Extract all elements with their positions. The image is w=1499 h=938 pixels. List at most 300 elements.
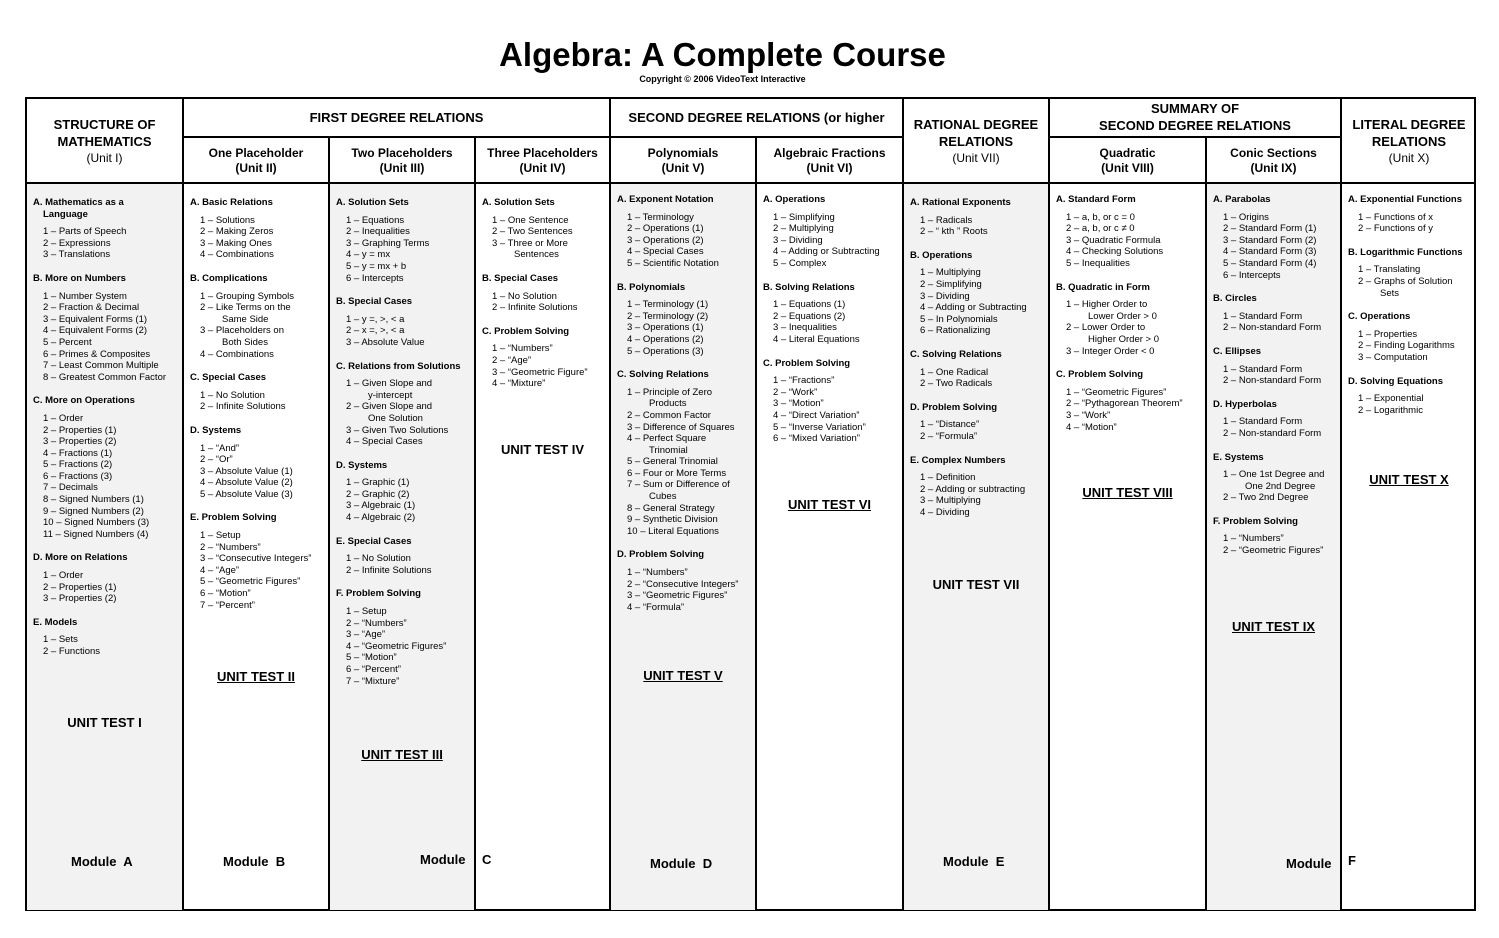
section-heading: E. Special Cases [336, 535, 412, 547]
section-items [763, 375, 900, 445]
list-item: Products [649, 398, 687, 410]
list-item: 2 – Operations (1) [627, 223, 704, 235]
list-item: 3 – Three or More [492, 237, 568, 249]
list-item: 2 – Multiplying [773, 223, 834, 235]
header-second-degree: SECOND DEGREE RELATIONS (or higher [628, 110, 885, 125]
list-item: 1 – Standard Form [1223, 416, 1303, 428]
list-item: 1 – “Fractions” [773, 375, 835, 387]
column-unit-2 [190, 197, 326, 611]
section-items [482, 215, 607, 261]
section-heading: B. Polynomials [617, 281, 686, 293]
section-heading: E. Problem Solving [190, 512, 277, 524]
list-item: 1 – No Solution [346, 553, 411, 565]
subheader-algebraic-fractions: Algebraic Fractions (Unit VI) [773, 146, 886, 175]
list-item: 1 – Parts of Speech [43, 226, 127, 238]
list-item: 1 – Given Slope and [346, 378, 433, 390]
divider [1205, 137, 1207, 911]
list-item: 4 – “Geometric Figures” [346, 640, 447, 652]
list-item: 1 – “Numbers” [627, 567, 688, 579]
section-items [336, 314, 472, 349]
list-item: 5 – Fractions (2) [43, 459, 113, 471]
list-item: 1 – a, b, or c = 0 [1066, 211, 1135, 223]
section-heading: D. Problem Solving [910, 401, 998, 413]
section-heading: C. Solving Relations [910, 348, 1002, 360]
subheader-quadratic: Quadratic (Unit VIII) [1099, 146, 1156, 175]
list-item: 2 – a, b, or c ≠ 0 [1066, 223, 1135, 235]
list-item: 5 – In Polynomials [920, 313, 998, 325]
divider [474, 137, 476, 911]
unit-test-3: UNIT TEST III [361, 747, 443, 762]
section-heading: F. Problem Solving [336, 588, 421, 600]
divider [1048, 97, 1050, 911]
list-item: 3 – Translations [43, 249, 111, 261]
section-heading: A. Solution Sets [482, 197, 555, 208]
list-item: 1 – Equations [346, 214, 405, 226]
list-item: 3 – “Consecutive Integers” [200, 553, 312, 565]
list-item: 2 – Functions of y [1358, 223, 1433, 235]
list-item: 1 – Multiplying [920, 267, 981, 279]
list-item: 5 – “Inverse Variation” [773, 421, 866, 433]
section-items [617, 212, 753, 270]
section-heading: F. Problem Solving [1213, 515, 1298, 527]
list-item: 3 – Integer Order < 0 [1066, 345, 1155, 357]
section-items [1213, 311, 1338, 334]
column-unit-1 [33, 197, 179, 658]
section-heading: E. Complex Numbers [910, 454, 1006, 466]
section-heading: B. Complications [190, 272, 268, 284]
list-item: 2 – Two Radicals [920, 378, 993, 390]
list-item: y-intercept [368, 389, 413, 401]
list-item: 2 – Common Factor [627, 409, 711, 421]
section-heading: C. More on Operations [33, 395, 135, 407]
list-item: 3 – Quadratic Formula [1066, 234, 1161, 246]
list-item: 2 – Equations (2) [773, 310, 846, 322]
section-items [1348, 329, 1474, 364]
list-item: 1 – Terminology (1) [627, 299, 709, 311]
list-item: 1 – Grouping Symbols [200, 290, 294, 302]
section-heading: B. Special Cases [482, 272, 559, 284]
list-item: 2 – “Formula” [920, 430, 978, 442]
list-item: 6 – Intercepts [346, 272, 404, 284]
list-item: 2 – “Work” [773, 386, 818, 398]
column-unit-5 [617, 194, 753, 613]
divider [902, 97, 904, 911]
section-items [190, 530, 326, 611]
divider [25, 182, 1476, 184]
list-item: 4 – Absolute Value (2) [200, 477, 293, 489]
list-item: Higher Order > 0 [1088, 333, 1160, 345]
module-f-label: Module [1286, 856, 1332, 871]
list-item: Sets [1380, 287, 1400, 299]
list-item: 7 – Least Common Multiple [43, 360, 159, 372]
section-items [190, 215, 326, 261]
list-item: 10 – Signed Numbers (3) [43, 517, 150, 529]
section-heading: C. Ellipses [1213, 345, 1262, 357]
section-items [1348, 393, 1474, 416]
list-item: 4 – Combinations [200, 348, 274, 360]
section-heading: C. Operations [1348, 311, 1411, 323]
header-first-degree: FIRST DEGREE RELATIONS [309, 110, 484, 125]
section-items [33, 634, 179, 657]
list-item: 4 – y = mx [346, 249, 391, 261]
section-heading: B. More on Numbers [33, 272, 126, 284]
list-item: One 2nd Degree [1245, 480, 1316, 492]
section-heading: A. Rational Exponents [910, 197, 1011, 208]
list-item: 1 – One Radical [920, 366, 989, 378]
module-b: Module B [223, 854, 286, 869]
list-item: 9 – Signed Numbers (2) [43, 505, 144, 517]
section-items [33, 570, 179, 605]
list-item: 3 – Difference of Squares [627, 421, 735, 433]
section-items [763, 299, 900, 345]
section-heading: A. Exponential Functions [1348, 194, 1463, 205]
section-heading: D. Solving Equations [1348, 375, 1444, 387]
section-items [910, 367, 1046, 390]
section-items [910, 472, 1046, 518]
section-items [190, 443, 326, 501]
list-item: 5 – y = mx + b [346, 260, 407, 272]
divider [755, 137, 757, 911]
list-item: 2 – Fraction & Decimal [43, 302, 140, 314]
list-item: 10 – Literal Equations [627, 525, 719, 537]
column-unit-7 [910, 197, 1046, 518]
list-item: 6 – Fractions (3) [43, 470, 113, 482]
list-item: 2 – “Numbers” [200, 541, 261, 553]
section-items [1056, 212, 1203, 270]
column-unit-8 [1056, 194, 1203, 433]
list-item: 2 – Adding or subtracting [920, 483, 1026, 495]
list-item: 4 – Literal Equations [773, 333, 860, 345]
list-item: 1 – Order [43, 570, 84, 582]
list-item: 1 – “Numbers” [1223, 533, 1284, 545]
list-item: 1 – “Geometric Figures” [1066, 386, 1167, 398]
list-item: 5 – Operations (3) [627, 345, 704, 357]
section-items [763, 212, 900, 270]
module-c-label: Module [420, 852, 466, 867]
list-item: 4 – Standard Form (3) [1223, 246, 1317, 258]
divider [328, 137, 330, 911]
list-item: 1 – No Solution [492, 290, 557, 302]
section-items [1056, 299, 1203, 357]
unit-test-9: UNIT TEST IX [1231, 619, 1316, 634]
subheader-two-placeholders: Two Placeholders (Unit III) [351, 146, 453, 175]
list-item: 4 – Special Cases [346, 436, 423, 448]
list-item: 3 – Equivalent Forms (1) [43, 313, 148, 325]
section-items [910, 215, 1046, 238]
list-item: 3 – “Work” [1066, 409, 1111, 421]
section-heading: B. Logarithmic Functions [1348, 246, 1463, 258]
list-item: 2 – Properties (1) [43, 581, 117, 593]
list-item: 3 – Operations (1) [627, 322, 704, 334]
column-unit-3 [336, 197, 472, 687]
section-heading: A. Mathematics as a [33, 197, 124, 208]
section-heading: A. Parabolas [1213, 194, 1271, 205]
list-item: 3 – Placeholders on [200, 325, 284, 337]
section-heading: A. Operations [763, 194, 826, 205]
list-item: 2 – Making Zeros [200, 226, 274, 238]
unit-test-6: UNIT TEST VI [787, 497, 872, 512]
list-item: 3 – “Geometric Figures” [627, 590, 728, 602]
section-heading: E. Systems [1213, 451, 1264, 463]
list-item: 2 – “Geometric Figures” [1223, 545, 1324, 557]
column-unit-6 [763, 194, 900, 445]
list-item: 4 – “Motion” [1066, 421, 1117, 433]
list-item: 8 – Greatest Common Factor [43, 371, 167, 383]
list-item: 1 – “Distance” [920, 419, 980, 431]
section-heading: D. More on Relations [33, 552, 128, 564]
list-item: 1 – One 1st Degree and [1223, 469, 1325, 481]
list-item: 5 – Absolute Value (3) [200, 488, 293, 500]
unit-test-8: UNIT TEST VIII [1082, 485, 1173, 500]
list-item: 1 – No Solution [200, 389, 265, 401]
header-summary: SUMMARY OF SECOND DEGREE RELATIONS [1099, 101, 1291, 133]
section-heading: B. Operations [910, 249, 973, 261]
subheader-one-placeholder: One Placeholder (Unit II) [208, 146, 304, 175]
list-item: 11 – Signed Numbers (4) [43, 528, 149, 540]
list-item: 1 – Terminology [627, 211, 694, 223]
section-heading: A. Basic Relations [190, 197, 273, 208]
list-item: 6 – Intercepts [1223, 269, 1281, 281]
list-item: 6 – “Percent” [346, 664, 401, 675]
subheader-three-placeholders: Three Placeholders (Unit IV) [487, 146, 598, 175]
list-item: 3 – “Geometric Figure” [492, 366, 588, 378]
list-item: 5 – Scientific Notation [627, 257, 719, 269]
list-item: 5 – Standard Form (4) [1223, 257, 1317, 269]
section-items [910, 419, 1046, 442]
divider [182, 136, 902, 138]
list-item: 4 – Algebraic (2) [346, 512, 416, 524]
list-item: 1 – Translating [1358, 264, 1421, 276]
unit-test-1: UNIT TEST I [67, 715, 142, 730]
section-items [336, 553, 472, 576]
list-item: 4 – Dividing [920, 506, 970, 518]
section-items [1348, 212, 1474, 235]
section-items [336, 477, 472, 523]
section-heading: C. Solving Relations [617, 369, 709, 381]
list-item: 3 – “Age” [346, 629, 386, 641]
list-item: 4 – Combinations [200, 249, 274, 261]
list-item: 2 – Terminology (2) [627, 310, 709, 322]
list-item: 1 – Definition [920, 472, 976, 484]
list-item: 3 – Absolute Value (1) [200, 465, 293, 477]
list-item: 5 – “Motion” [346, 652, 397, 664]
list-item: 2 – Two 2nd Degree [1223, 492, 1309, 504]
module-a: Module A [71, 854, 133, 869]
list-item: 3 – Graphing Terms [346, 237, 430, 249]
list-item: 7 – “Percent” [200, 599, 255, 611]
column-unit-9 [1213, 194, 1338, 557]
section-heading: A. Standard Form [1056, 194, 1136, 205]
section-heading: B. Circles [1213, 293, 1257, 305]
list-item: 2 – Simplifying [920, 278, 982, 290]
list-item: 1 – Equations (1) [773, 299, 846, 311]
list-item: 2 – Expressions [43, 237, 111, 249]
list-item: 3 – Standard Form (2) [1223, 234, 1317, 246]
list-item: 2 – “Consecutive Integers” [627, 578, 739, 590]
section-items [910, 267, 1046, 337]
list-item: 5 – “Geometric Figures” [200, 576, 301, 588]
header-structure: STRUCTURE OF MATHEMATICS (Unit I) [53, 117, 156, 165]
section-items [190, 291, 326, 361]
list-item: 1 – Functions of x [1358, 211, 1433, 223]
list-item: 2 – “Or” [200, 454, 233, 466]
section-items [33, 291, 179, 384]
list-item: Same Side [222, 313, 269, 325]
section-items [617, 299, 753, 357]
list-item: 4 – Adding or Subtracting [773, 246, 880, 258]
list-item: Lower Order > 0 [1088, 310, 1157, 322]
section-items [1213, 533, 1338, 556]
list-item: 1 – Number System [43, 290, 127, 302]
header-literal: LITERAL DEGREE RELATIONS (Unit X) [1352, 117, 1466, 165]
list-item: 3 – Operations (2) [627, 234, 704, 246]
list-item: 2 – Infinite Solutions [200, 401, 286, 413]
list-item: 8 – General Strategy [627, 502, 715, 514]
list-item: 2 – Non-standard Form [1223, 427, 1322, 439]
section-heading: D. Hyperbolas [1213, 398, 1277, 410]
section-items [1213, 469, 1338, 504]
list-item: 2 – Infinite Solutions [346, 564, 432, 576]
unit-test-5: UNIT TEST V [643, 668, 723, 683]
list-item: 8 – Signed Numbers (1) [43, 494, 144, 506]
list-item: 2 – Graphic (2) [346, 488, 410, 500]
list-item: 2 – “Numbers” [346, 617, 407, 629]
list-item: 3 – Properties (2) [43, 593, 117, 605]
list-item: 1 – Order [43, 412, 84, 424]
list-item: 4 – “Formula” [627, 601, 685, 613]
list-item: Cubes [649, 491, 677, 503]
list-item: 2 – “Age” [492, 354, 532, 366]
list-item: 2 – Infinite Solutions [492, 302, 578, 314]
list-item: 4 – Checking Solutions [1066, 246, 1164, 258]
list-item: 5 – Inequalities [1066, 257, 1130, 269]
list-item: 5 – General Trinomial [627, 456, 718, 468]
list-item: 4 – “Direct Variation” [773, 409, 860, 421]
list-item: 3 – Multiplying [920, 495, 981, 507]
list-item: 1 – y =, >, < a [346, 313, 405, 325]
list-item: 9 – Synthetic Division [627, 514, 718, 526]
module-d: Module D [650, 856, 713, 871]
section-items [617, 567, 753, 613]
list-item: 2 – Logarithmic [1358, 404, 1423, 416]
list-item: 3 – Properties (2) [43, 436, 117, 448]
list-item: 3 – Given Two Solutions [346, 424, 449, 436]
list-item: 3 – Computation [1358, 351, 1428, 363]
section-items [336, 215, 472, 285]
list-item: 2 – Given Slope and [346, 401, 433, 413]
list-item: 1 – Origins [1223, 211, 1269, 223]
list-item: 1 – Graphic (1) [346, 477, 410, 489]
list-item: 3 – Algebraic (1) [346, 500, 416, 512]
list-item: 6 – “Motion” [200, 588, 251, 600]
list-item: 4 – “Age” [200, 564, 240, 576]
list-item: 1 – Sets [43, 634, 78, 646]
subheader-conic-sections: Conic Sections (Unit IX) [1230, 146, 1317, 175]
list-item: 4 – Fractions (1) [43, 447, 113, 459]
section-heading: B. Solving Relations [763, 281, 855, 293]
list-item: 6 – Rationalizing [920, 325, 991, 337]
section-heading: C. Problem Solving [763, 357, 851, 369]
divider [182, 97, 184, 911]
section-items [1213, 416, 1338, 439]
list-item: 2 – Non-standard Form [1223, 375, 1322, 387]
list-item: 1 – “Numbers” [492, 343, 553, 355]
list-item: 2 – “ kth ” Roots [920, 226, 988, 238]
column-unit-10 [1348, 194, 1474, 416]
list-item: 3 – “Motion” [773, 398, 824, 410]
section-items [33, 413, 179, 541]
list-item: 2 – Inequalities [346, 226, 410, 238]
unit-test-4: UNIT TEST IV [500, 442, 585, 457]
section-items [336, 606, 472, 687]
list-item: 2 – Properties (1) [43, 424, 117, 436]
list-item: 1 – Radicals [920, 214, 973, 226]
section-items [482, 291, 607, 314]
list-item: 1 – Simplifying [773, 211, 835, 223]
list-item: 1 – One Sentence [492, 214, 569, 226]
section-heading: D. Problem Solving [617, 549, 705, 561]
unit-test-7: UNIT TEST VII [932, 577, 1020, 592]
section-heading: C. Problem Solving [1056, 369, 1144, 381]
module-e: Module E [943, 854, 1005, 869]
list-item: 3 – Dividing [773, 234, 823, 246]
list-item: 3 – Inequalities [773, 322, 837, 334]
list-item: 2 – x =, >, < a [346, 325, 405, 337]
list-item: 4 – Equivalent Forms (2) [43, 325, 148, 337]
section-heading: C. Special Cases [190, 372, 267, 384]
list-item: 4 – Operations (2) [627, 333, 704, 345]
list-item: 6 – Primes & Composites [43, 348, 151, 360]
list-item: 1 – “And” [200, 442, 240, 454]
section-items [617, 387, 753, 538]
list-item: 7 – “Mixture” [346, 675, 400, 687]
list-item: 7 – Decimals [43, 482, 98, 494]
list-item: 4 – Special Cases [627, 246, 704, 258]
section-items [336, 378, 472, 448]
list-item: 7 – Sum or Difference of [627, 479, 730, 491]
section-heading-cont: Language [43, 208, 88, 220]
unit-test-10: UNIT TEST X [1369, 472, 1449, 487]
header-rational: RATIONAL DEGREE RELATIONS (Unit VII) [913, 117, 1039, 165]
list-item: 2 – “Pythagorean Theorem” [1066, 398, 1183, 410]
list-item: 1 – Properties [1358, 328, 1418, 340]
list-item: 4 – Adding or Subtracting [920, 302, 1027, 314]
module-f-letter: F [1348, 853, 1356, 868]
section-heading: C. Relations from Solutions [336, 360, 461, 372]
list-item: 6 – Four or More Terms [627, 467, 727, 479]
list-item: 2 – Like Terms on the [200, 302, 291, 314]
list-item: 1 – Standard Form [1223, 363, 1303, 375]
section-heading: B. Quadratic in Form [1056, 281, 1150, 293]
list-item: 5 – Percent [43, 336, 92, 348]
divider [1048, 136, 1340, 138]
section-heading: D. Systems [190, 424, 242, 436]
divider [1340, 97, 1342, 911]
unit-test-2: UNIT TEST II [217, 669, 295, 684]
divider [609, 97, 611, 911]
section-items [482, 343, 607, 389]
section-items [1056, 387, 1203, 433]
list-item: 1 – Setup [346, 606, 387, 618]
column-unit-4 [482, 197, 607, 390]
list-item: 4 – Perfect Square [627, 433, 707, 445]
section-heading: A. Exponent Notation [617, 194, 714, 205]
module-c-letter: C [482, 852, 492, 867]
section-heading: B. Special Cases [336, 296, 413, 308]
list-item: 1 – Standard Form [1223, 310, 1303, 322]
list-item: 1 – Principle of Zero [627, 386, 713, 398]
list-item: 2 – Two Sentences [492, 226, 573, 238]
